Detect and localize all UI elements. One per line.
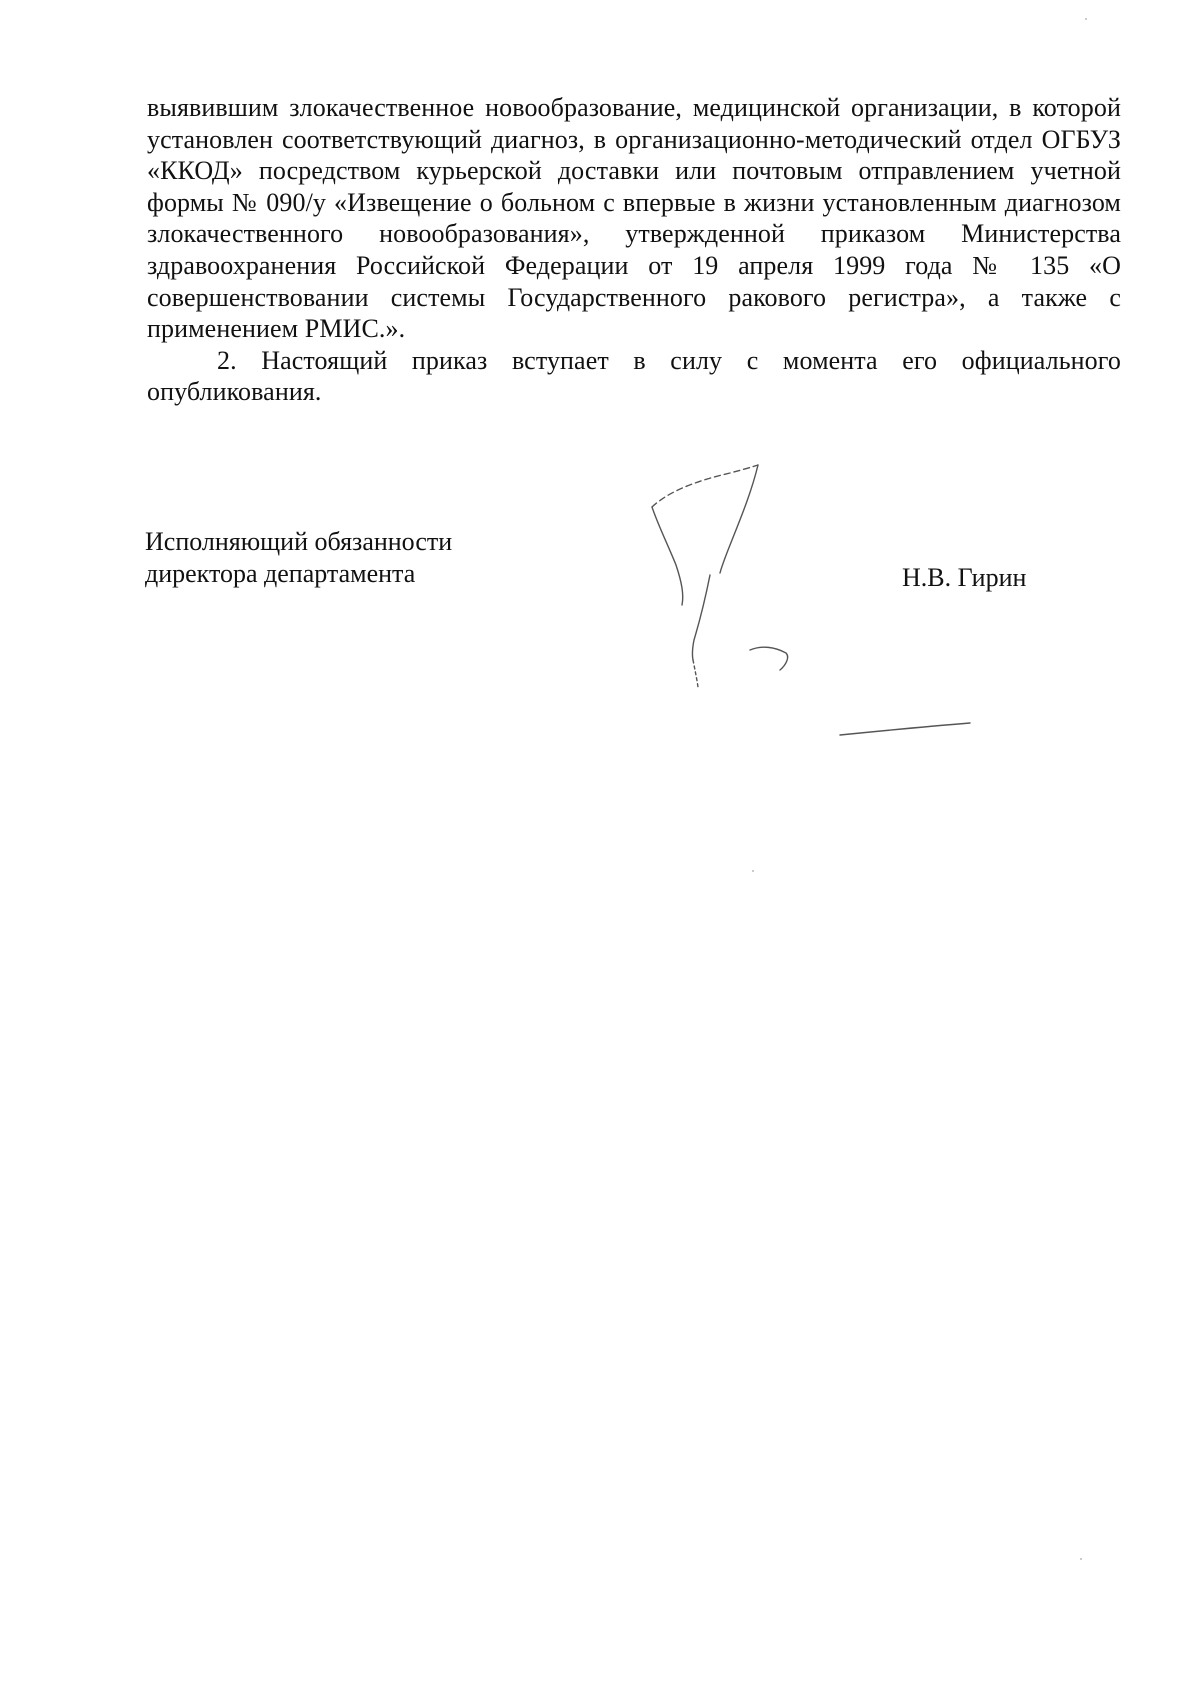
scan-speck (1080, 1558, 1082, 1560)
signatory-title-line-1: Исполняющий обязанности (145, 527, 453, 556)
body-paragraph-effective-date: 2. Настоящий приказ вступает в силу с момента его официального опубликования. (147, 345, 1121, 407)
signer-name: Н.В. Гирин (902, 563, 1027, 592)
document-body (147, 92, 1121, 408)
body-paragraph-continuation: выявившим злокачественное новообразование, медицинской организации, в которой установлен соответствующий диагноз, в организационно-методический отдел ОГБУЗ «ККОД» посредством курьерской доставки или почтовым отправлением учетной формы № 090/у «Извещение о больном с впервые в жизни установленным диагнозом злокачественного новообразования», утвержденной приказом Министерства здравоохранения Российской Федерации от 19 апреля 1999 года № 135 «О совершенствовании системы Государственного ракового регистра», а также с применением РМИС.». (147, 93, 1121, 344)
signatory-title-line-2: директора департамента (145, 559, 416, 588)
scan-speck (1085, 18, 1087, 20)
signatory-title (145, 526, 452, 590)
handwritten-signature (640, 455, 980, 755)
scan-speck (752, 870, 754, 872)
